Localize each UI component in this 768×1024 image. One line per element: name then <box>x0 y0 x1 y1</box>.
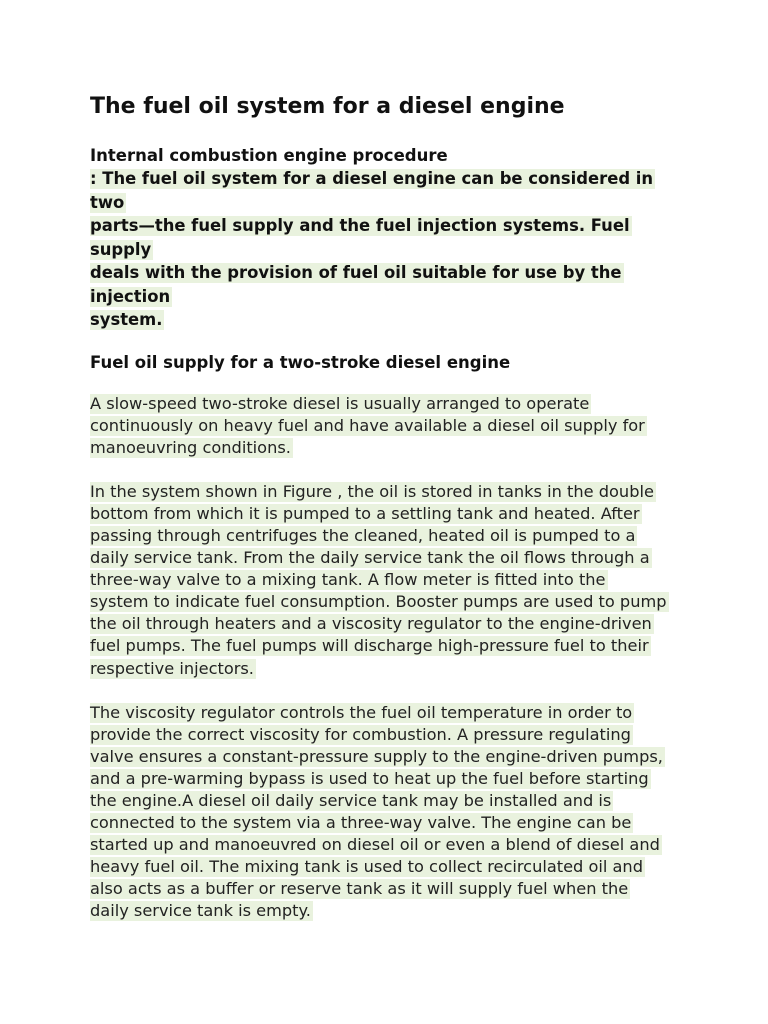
intro-line: system. <box>90 310 163 329</box>
paragraph-line: valve ensures a constant-pressure supply to the engine-driven pumps, <box>90 746 663 766</box>
paragraph-line: started up and manoeuvred on diesel oil or even a blend of diesel and <box>90 835 660 855</box>
paragraph-line: daily service tank is empty. <box>90 901 311 921</box>
paragraph-line: continuously on heavy fuel and have available a diesel oil supply for <box>90 415 645 435</box>
paragraph-line: passing through centrifuges the cleaned, heated oil is pumped to a <box>90 525 636 545</box>
paragraph-line: bottom from which it is pumped to a settling tank and heated. After <box>90 503 640 523</box>
intro-line: parts—the fuel supply and the fuel injection systems. Fuel supply <box>90 216 630 259</box>
intro-line: : The fuel oil system for a diesel engine can be considered in two <box>90 169 654 212</box>
paragraph-line: connected to the system via a three-way valve. The engine can be <box>90 813 632 833</box>
body-paragraph <box>90 702 690 923</box>
paragraph-line: A slow-speed two-stroke diesel is usually arranged to operate <box>90 393 590 413</box>
body-paragraph <box>90 481 690 680</box>
paragraph-line: provide the correct viscosity for combustion. A pressure regulating <box>90 724 631 744</box>
paragraph-line: system to indicate fuel consumption. Booster pumps are used to pump <box>90 592 667 612</box>
section-heading-internal-combustion: Internal combustion engine procedure <box>90 146 448 165</box>
body-paragraph <box>90 393 690 459</box>
paragraph-line: the engine.A diesel oil daily service tank may be installed and is <box>90 791 612 810</box>
paragraph-line: manoeuvring conditions. <box>90 437 291 457</box>
paragraph-line: the oil through heaters and a viscosity regulator to the engine-driven <box>90 614 652 634</box>
intro-paragraph <box>90 167 690 332</box>
intro-line: deals with the provision of fuel oil suitable for use by the injection <box>90 263 622 306</box>
document-body <box>90 88 690 923</box>
section-heading-fuel-oil-supply: Fuel oil supply for a two-stroke diesel engine <box>90 352 511 372</box>
paragraph-line: heavy fuel oil. The mixing tank is used to collect recirculated oil and <box>90 857 643 877</box>
paragraph-line: The viscosity regulator controls the fuel oil temperature in order to <box>90 702 633 722</box>
paragraph-line: daily service tank. From the daily service tank the oil flows through a <box>90 548 650 568</box>
paragraph-line: fuel pumps. The fuel pumps will discharge high-pressure fuel to their <box>90 636 649 656</box>
paragraph-line: also acts as a buffer or reserve tank as it will supply fuel when the <box>90 879 629 899</box>
paragraph-line: In the system shown in Figure , the oil is stored in tanks in the double <box>90 481 654 501</box>
page-title: The fuel oil system for a diesel engine <box>90 94 565 119</box>
paragraph-line: and a pre-warming bypass is used to heat up the fuel before starting <box>90 768 649 788</box>
paragraph-line: respective injectors. <box>90 658 254 678</box>
paragraph-line: three-way valve to a mixing tank. A flow meter is fitted into the <box>90 570 606 590</box>
